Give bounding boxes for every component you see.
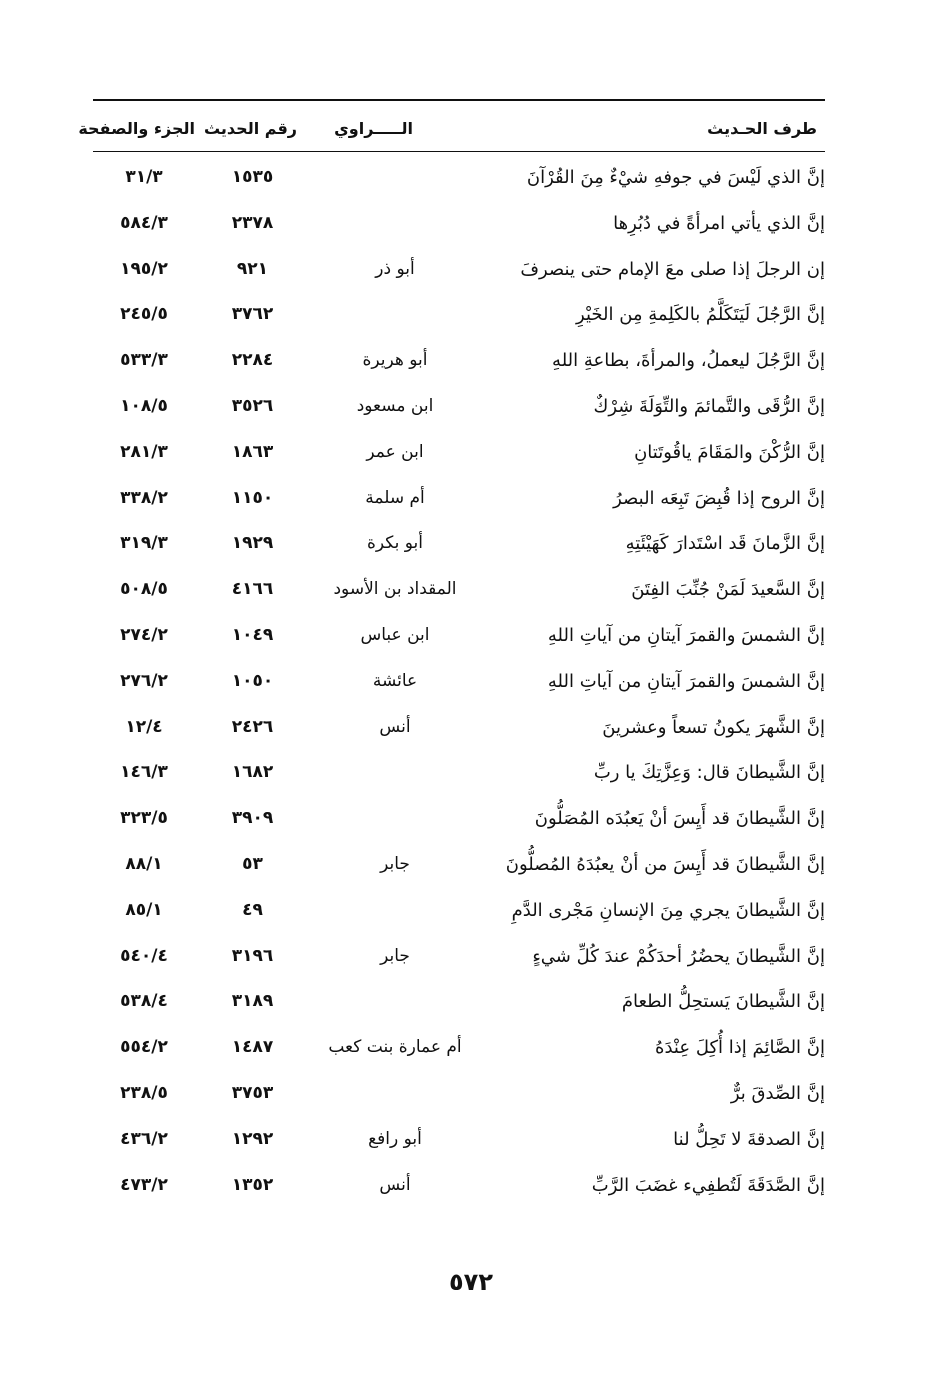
narrator [325, 888, 465, 934]
table-row [93, 613, 825, 659]
header-page: الجزء والصفحة [78, 119, 195, 138]
narrator [325, 201, 465, 247]
hadith-text: إنَّ الذي لَيْسَ في جوفهِ شيْءٌ مِنَ القُرْآنَ [526, 167, 825, 188]
narrator [325, 979, 465, 1025]
table-row [93, 430, 825, 476]
hadith-number: ٣٧٥٣ [231, 1082, 274, 1103]
hadith-text: إنَّ الزَّمانَ قَد اسْتَدارَ كَهَيْئَتِهِ [625, 533, 825, 555]
hadith-text: إنَّ الرُّقَى والتَّمائمَ والتِّوَلَةَ شِرْكٌ [593, 395, 825, 417]
volume-page: ٣٢٣/٥ [120, 808, 168, 829]
hadith-number: ٩٢١ [236, 258, 269, 279]
volume-page: ٥٨٤/٣ [120, 212, 168, 233]
hadith-text: إنَّ الروح إذا قُبِضَ تَبِعَه البصرُ [613, 487, 825, 509]
table-row [93, 292, 825, 338]
table-row [93, 659, 825, 705]
hadith-text: إنَّ الصَّائِمَ إذا أُكِلَ عِنْدَهُ [655, 1037, 825, 1059]
hadith-number: ٥٣ [242, 853, 263, 874]
narrator: جابر [380, 945, 410, 966]
hadith-number: ١٣٥٢ [231, 1174, 274, 1195]
narrator [325, 292, 465, 338]
hadith-number: ١٨٦٣ [231, 441, 274, 462]
hadith-number: ١٤٨٧ [231, 1037, 274, 1058]
volume-page: ١٠٨/٥ [120, 395, 168, 416]
table-row [93, 155, 825, 201]
narrator [325, 155, 465, 201]
narrator: أم عمارة بنت كعب [328, 1037, 462, 1058]
narrator [325, 1071, 465, 1117]
table-row [93, 750, 825, 796]
table-row [93, 1163, 825, 1209]
hadith-number: ٤١٦٦ [231, 579, 274, 600]
table-row [93, 384, 825, 430]
volume-page: ٣١٩/٣ [120, 533, 168, 554]
narrator: ابن مسعود [356, 395, 434, 416]
volume-page: ٣٣٨/٢ [120, 487, 168, 508]
hadith-text: إن الرجلَ إذا صلى معَ الإمام حتى ينصرفَ [520, 258, 825, 280]
hadith-text: إنَّ الرَّجُلَ ليعملُ، والمرأةَ، بطاعةِ اللهِ [552, 350, 825, 372]
table-row [93, 521, 825, 567]
hadith-text: إنَّ الصَّدَقَةَ لَتُطفِيء غضَبَ الرَّبِّ [591, 1174, 825, 1196]
hadith-number: ٤٩ [242, 899, 263, 920]
volume-page: ٨٥/١ [125, 899, 163, 920]
hadith-number: ١٥٣٥ [231, 167, 274, 187]
header-number: رقم الحديث [203, 119, 297, 138]
volume-page: ٢٧٤/٢ [120, 624, 168, 645]
table-row [93, 476, 825, 522]
table-row [93, 567, 825, 613]
volume-page: ٢٨١/٣ [120, 441, 168, 462]
hadith-number: ١٦٨٢ [231, 762, 274, 783]
narrator: ابن عباس [360, 624, 430, 645]
narrator: عائشة [372, 670, 418, 691]
hadith-text: إنَّ الشمسَ والقمرَ آيتانِ من آياتِ اللهِ [547, 624, 825, 646]
table-row [93, 338, 825, 384]
hadith-number: ٣١٩٦ [231, 945, 274, 966]
table-row [93, 934, 825, 980]
hadith-text: إنَّ الصدقةَ لا تَحِلُّ لنا [673, 1128, 825, 1150]
hadith-table [93, 155, 825, 1208]
volume-page: ٢٧٦/٢ [120, 670, 168, 691]
hadith-text: إنَّ الشَّيطانَ قد أَيِسَ من أنْ يعبُدَهُ المُصلُّونَ [505, 853, 825, 875]
volume-page: ٢٤٥/٥ [120, 304, 168, 325]
hadith-text: إنَّ الرُّكْنَ والمَقَامَ ياقُوتَتانِ [634, 441, 825, 463]
hadith-text: إنَّ الذي يأتي امرأةً في دُبُرِها [613, 212, 825, 234]
volume-page: ١٩٥/٢ [120, 258, 168, 279]
table-row [93, 842, 825, 888]
hadith-number: ١٠٥٠ [231, 670, 274, 691]
table-row [93, 1025, 825, 1071]
hadith-number: ٣٧٦٢ [231, 304, 274, 325]
hadith-number: ٣١٨٩ [231, 991, 274, 1012]
volume-page: ٣١/٣ [125, 167, 163, 187]
hadith-number: ٢٤٢٦ [231, 716, 274, 737]
header-rule [93, 151, 825, 152]
top-rule [93, 99, 825, 101]
hadith-number: ١٢٩٢ [231, 1128, 274, 1149]
narrator [325, 750, 465, 796]
hadith-number: ٢٢٨٤ [231, 350, 274, 371]
narrator: أبو بكرة [366, 533, 424, 554]
narrator: أبو رافع [368, 1128, 422, 1149]
narrator: أبو ذر [375, 258, 415, 279]
narrator [325, 796, 465, 842]
hadith-text: إنَّ الشَّيطانَ يحضُرُ أحدَكُمْ عندَ كُلِّ شيءٍ [532, 945, 825, 967]
header-hadith: طرف الحـديث [707, 119, 817, 138]
hadith-text: إنَّ الشَّيطانَ يجري مِنَ الإنسانِ مَجْرى الدَّمِ [511, 899, 825, 921]
table-row [93, 796, 825, 842]
volume-page: ٤٧٣/٢ [120, 1174, 168, 1195]
header-rawi: الـــــراوي [334, 119, 413, 138]
hadith-number: ٢٣٧٨ [231, 212, 274, 233]
table-row [93, 1117, 825, 1163]
hadith-number: ١٠٤٩ [231, 624, 274, 645]
table-row [93, 979, 825, 1025]
hadith-text: إنَّ الرَّجُلَ لَيَتَكَلَّمُ بالكَلِمةِ مِن الخَيْرِ [576, 304, 825, 326]
narrator: أنس [379, 716, 411, 737]
hadith-text: إنَّ السَّعيدَ لَمَنْ جُنِّبَ الفِتَنَ [631, 579, 825, 601]
hadith-number: ٣٥٢٦ [231, 395, 274, 416]
hadith-text: إنَّ الشَّهرَ يكونُ تسعاً وعشرينَ [602, 716, 825, 738]
table-row [93, 201, 825, 247]
hadith-text: إنَّ الصِّدقَ برٌّ [730, 1082, 825, 1104]
volume-page: ٤٣٦/٢ [120, 1128, 168, 1149]
narrator: أنس [379, 1174, 411, 1195]
hadith-text: إنَّ الشَّيطانَ يَستحِلُّ الطعامَ [621, 991, 825, 1013]
narrator: أم سلمة [365, 487, 425, 508]
volume-page: ١٤٦/٣ [120, 762, 168, 783]
hadith-text: إنَّ الشَّيطانَ قال: وَعِزَّتِكَ يا ربِّ [593, 762, 825, 784]
narrator: جابر [380, 853, 410, 874]
table-row [93, 888, 825, 934]
table-row [93, 247, 825, 293]
narrator: ابن عمر [366, 441, 424, 462]
volume-page: ٥٤٠/٤ [120, 945, 168, 966]
hadith-text: إنَّ الشمسَ والقمرَ آيتانِ من آياتِ اللهِ [547, 670, 825, 692]
narrator: أبو هريرة [362, 350, 428, 371]
hadith-number: ٣٩٠٩ [231, 808, 274, 829]
page-number: ٥٧٢ [449, 1268, 493, 1296]
table-header [78, 112, 825, 146]
table-row [93, 1071, 825, 1117]
hadith-number: ١٩٢٩ [231, 533, 274, 554]
volume-page: ١٢/٤ [125, 716, 163, 737]
hadith-text: إنَّ الشَّيطانَ قد أَيِسَ أنْ يَعبُدَه المُصَلُّونَ [534, 808, 825, 830]
volume-page: ٥٣٨/٤ [120, 991, 168, 1012]
table-row [93, 705, 825, 751]
volume-page: ٥٥٤/٢ [120, 1037, 168, 1058]
hadith-number: ١١٥٠ [231, 487, 274, 508]
volume-page: ٥٠٨/٥ [120, 579, 168, 600]
volume-page: ٥٣٣/٣ [120, 350, 168, 371]
narrator: المقداد بن الأسود [333, 579, 457, 600]
volume-page: ٢٣٨/٥ [120, 1082, 168, 1103]
volume-page: ٨٨/١ [125, 853, 163, 874]
